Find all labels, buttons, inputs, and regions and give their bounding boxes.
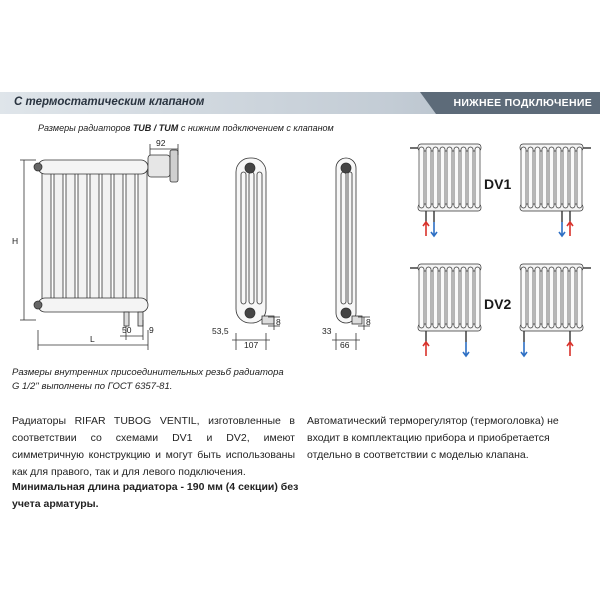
radiator-tube [54, 162, 63, 310]
connection-type-title: НИЖНЕЕ ПОДКЛЮЧЕНИЕ [453, 97, 592, 109]
radiator-tube [138, 162, 147, 310]
radiator-tube [114, 162, 123, 310]
dim-8-a: 8 [276, 317, 281, 327]
description-left: Радиаторы RIFAR TUBOG VENTIL, изготовленные в соответствии со схемами DV1 и DV2, имеют симметричную конструкцию и могут быть использованы как для правого, так и для левого подключения. [12, 415, 295, 478]
radiator-tube [42, 162, 51, 310]
thread-note-line2: G 1/2'' выполнены по ГОСТ 6357-81. [12, 381, 173, 392]
supply-arrow [423, 222, 429, 236]
dim-53-5: 53,5 [212, 326, 229, 336]
dim-66: 66 [340, 340, 350, 350]
radiator-tube [102, 162, 111, 310]
return-arrow [463, 342, 469, 356]
supply-arrow [567, 222, 573, 236]
radiator-tube [90, 162, 99, 310]
return-arrow [431, 222, 437, 236]
scheme-dv2-left [418, 264, 481, 331]
dim-l: L [90, 334, 95, 344]
scheme-dv1-left [418, 144, 481, 211]
scheme-dv2-right [520, 264, 583, 331]
radiator-tube [78, 162, 87, 310]
dim-9: 9 [149, 325, 154, 335]
thread-note-line1: Размеры внутренних присоединительных резьб радиатора [12, 367, 284, 378]
dim-50: 50 [122, 325, 132, 335]
scheme-dv1-label: DV1 [484, 176, 512, 192]
return-arrow [559, 222, 565, 236]
supply-arrow [423, 342, 429, 356]
dim-107: 107 [244, 340, 259, 350]
side-view-107 [236, 158, 274, 324]
dim-92: 92 [156, 138, 166, 148]
thread-note [12, 366, 292, 394]
description-right: Автоматический терморегулятор (термоголовка) не входит в комплектацию прибора и приобретается отдельно в соответствии с моделью клапана. [307, 415, 559, 461]
dim-33: 33 [322, 326, 332, 336]
radiator-tube [66, 162, 75, 310]
side-view-66 [336, 158, 362, 324]
radiator-tube [126, 162, 135, 310]
return-arrow [521, 342, 527, 356]
supply-arrow [567, 342, 573, 356]
drawing-subtitle: Размеры радиаторов TUB / TUM с нижним подключением с клапаном [38, 123, 334, 133]
scheme-dv1-right [520, 144, 583, 211]
minimum-length-note: Минимальная длина радиатора - 190 мм (4 секции) без учета арматуры. [12, 481, 299, 510]
section-title: С термостатическим клапаном [14, 96, 205, 108]
dim-8-b: 8 [366, 317, 371, 327]
dim-h: H [12, 236, 19, 246]
front-view-radiator [34, 150, 178, 326]
scheme-dv2-label: DV2 [484, 296, 512, 312]
